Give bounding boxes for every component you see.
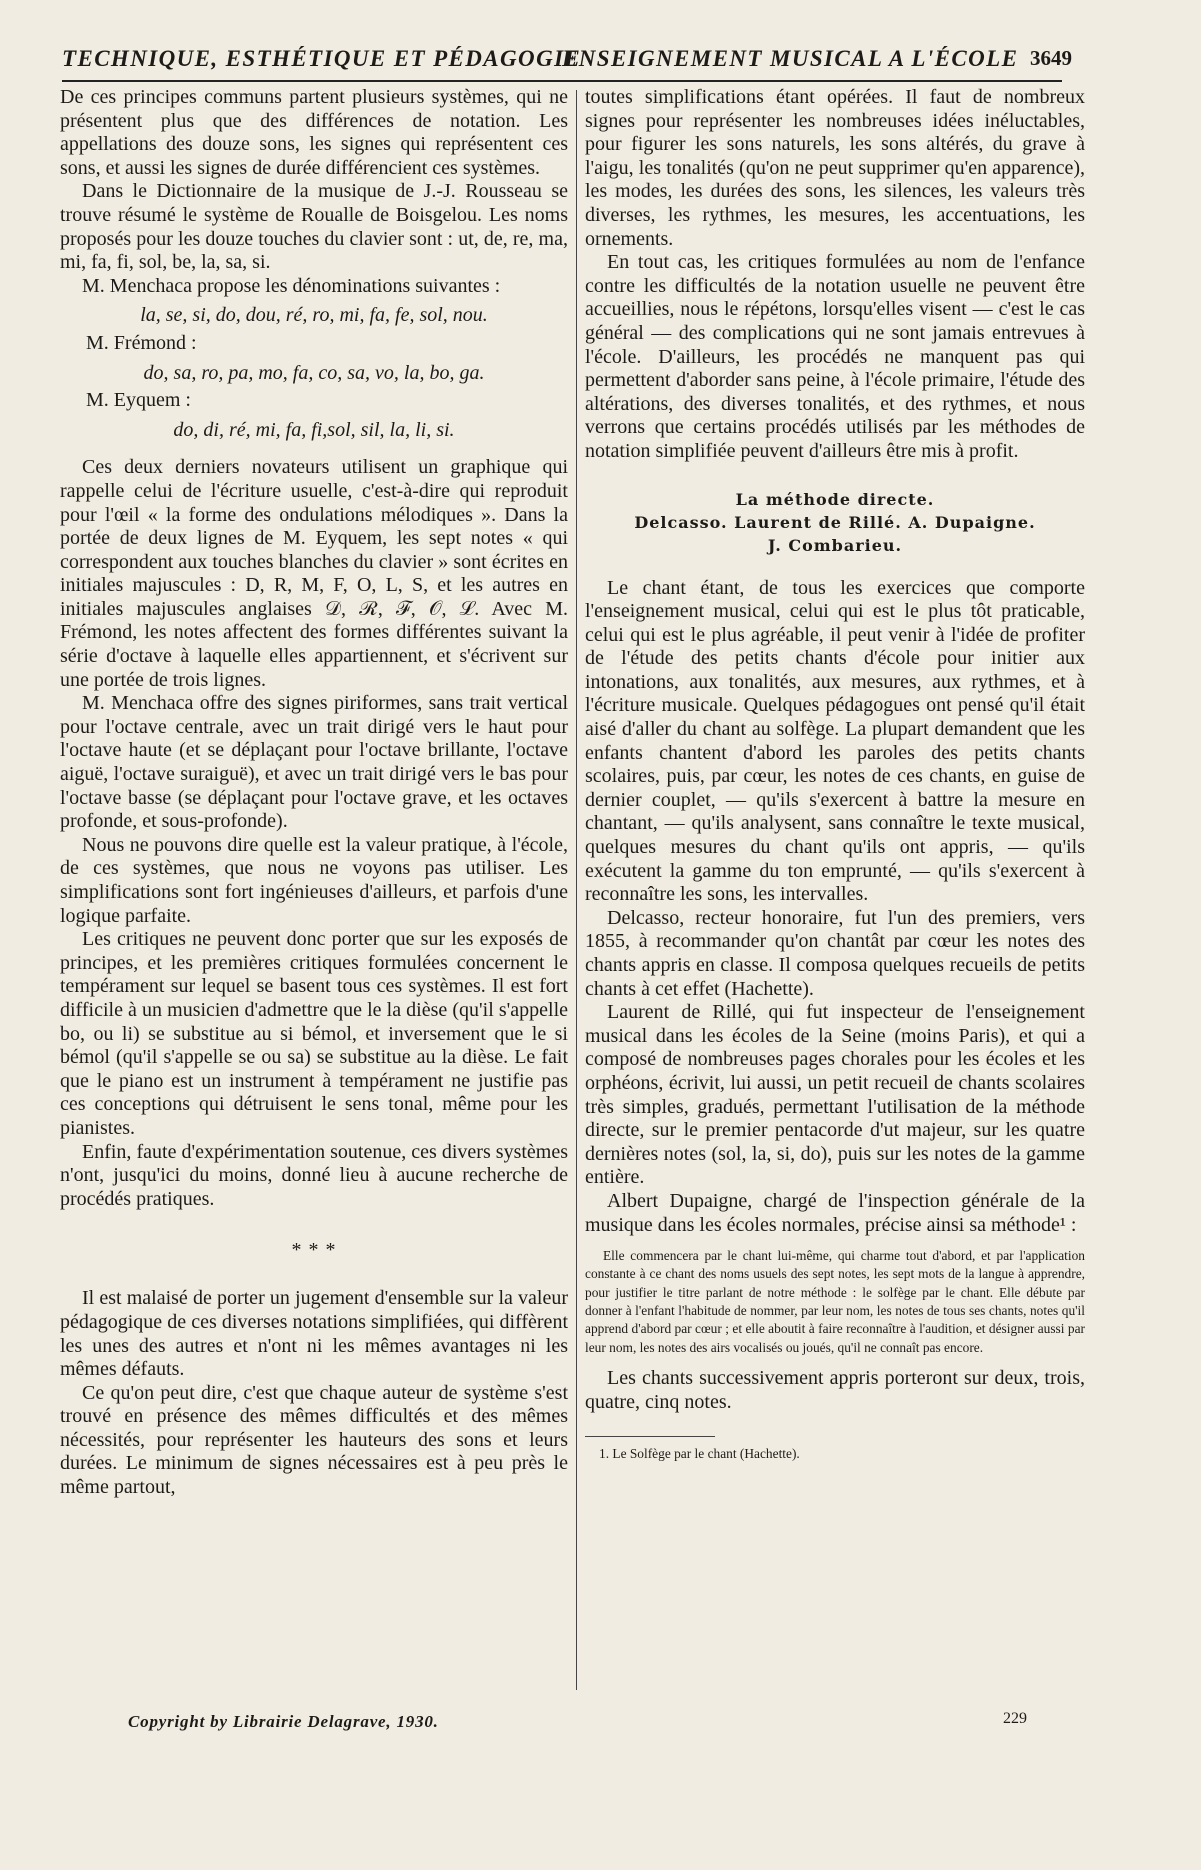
paragraph: Il est malaisé de porter un jugement d'ensemble sur la valeur pédagogique de ces diverses notations simplifiées, qui diffèrent les unes des autres et n'ont ni les mêmes avantages ni les mêmes défauts. xyxy=(60,1287,568,1381)
paragraph: M. Menchaca offre des signes piriformes, sans trait vertical pour l'octave centrale, avec un trait dirigé vers le haut pour l'octave haute (et se déplaçant pour l'octave brillante, l'octave aiguë, l'octave suraiguë), et avec un trait dirigé vers le bas pour l'octave basse (se déplaçant pour l'octave grave, et les octaves profonde, et sous-profonde). xyxy=(60,692,568,833)
block-quote: Elle commencera par le chant lui-même, qui charme tout d'abord, et par l'application constante à ce chant des noms usuels des sept notes, les sept mots de la langue à apprendre, pour justifier le titre parlant de notre méthode : le solfège par le chant. Elle débute par donner à l'enfant l'habitude de nommer, par leur nom, les notes de tous ses chants, notes qu'il apprend d'abord par cœur ; et elle aboutit à faire reconnaître à l'audition, et désigner aussi par leur nom, les notes des airs vocalisés ou joués, qu'il ne connaît pas encore. xyxy=(585,1248,1085,1355)
paragraph: Le chant étant, de tous les exercices que comporte l'enseignement musical, celui qui est le plus tôt praticable, celui qui est le plus agréable, il peut venir à l'idée de profiter de l'étude des petits chants d'école pour initier aux intonations, aux tonalités, aux mesures, aux rythmes, et à l'écriture musicale. Quelques pédagogues ont pensé qu'il était aisé d'aller du chant au solfège. La plupart demandent que les enfants chantent d'abord les paroles des petits chants scolaires, puis, par cœur, les notes de ces chants, en guise de dernier couplet, — qu'ils s'exercent à battre la mesure en chantant, — qu'ils analysent, sans connaître le texte musical, quelques mesures du chant qu'ils ont appris, — qu'ils exécutent la gamme du ton emprunté, — qu'ils s'exercent à reconnaître les sons, les intervalles. xyxy=(585,576,1085,906)
section-title-line: J. Combarieu. xyxy=(767,535,903,555)
paragraph: Ces deux derniers novateurs utilisent un graphique qui rappelle celui de l'écriture usuelle, c'est-à-dire qui reproduit pour l'œil « la forme des ondulations mélodiques ». Dans la portée de deux lignes de M. Eyquem, les sept notes « qui correspondent aux touches blanches du clavier » sont écrites en initiales majuscules : D, R, M, F, O, L, S, et les autres en initiales majuscules anglaises 𝒟, ℛ, ℱ, 𝒪, ℒ. Avec M. Frémond, les notes affectent des formes différentes suivant la série d'octave à laquelle elles appartiennent, et s'écrivent sur une portée de trois lignes. xyxy=(60,456,568,691)
paragraph: Albert Dupaigne, chargé de l'inspection générale de la musique dans les écoles normales, précise ainsi sa méthode¹ : xyxy=(585,1189,1085,1236)
paragraph: M. Menchaca propose les dénominations suivantes : xyxy=(82,274,501,297)
paragraph: Nous ne pouvons dire quelle est la valeur pratique, à l'école, de ces systèmes, que nous ne voyons pas utiliser. Les simplifications sont fort ingénieuses d'ailleurs, et parfois d'une logique parfaite. xyxy=(60,833,568,927)
paragraph: Enfin, faute d'expérimentation soutenue, ces divers systèmes n'ont, jusqu'ici du moins, donné lieu à aucune recherche de procédés pratiques. xyxy=(60,1140,568,1210)
section-title-line: Delcasso. Laurent de Rillé. A. Dupaigne. xyxy=(634,512,1036,532)
running-header xyxy=(62,40,1072,82)
paragraph: Laurent de Rillé, qui fut inspecteur de l'enseignement musical dans les écoles de la Seine (moins Paris), et qui a composé de nombreuses pages chorales pour les écoles et les orphéons, écrivit, lui aussi, un petit recueil de chants scolaires très simples, gradués, permettant l'utilisation de la méthode directe, sur le premier pentacorde d'ut majeur, sur les quatre dernières notes (sol, la, si, do), puis sur les notes de la gamme entière. xyxy=(585,1001,1085,1189)
column-divider xyxy=(576,90,577,1690)
paragraph: De ces principes communs partent plusieurs systèmes, qui ne présentent plus que des différences de notation. Les appellations des douze sons, les signes qui représentent ces sons, et aussi les signes de durée différencient ces systèmes. xyxy=(60,86,568,179)
right-column xyxy=(585,86,1085,1463)
section-separator: * * * xyxy=(291,1239,337,1262)
paragraph: En tout cas, les critiques formulées au nom de l'enfance contre les difficultés de la notation usuelle ne peuvent être accueillies, nous le répétons, lorsqu'elles visent — c'est le cas général — des complications qui ne sont jamais entrevues à l'école. D'ailleurs, les procédés ne manquent pas qui permettent d'aborder sans peine, à l'école primaire, l'étude des altérations, des diverses tonalités, et des rythmes, et nous verrons que certains procédés utilisés par les méthodes de notation simplifiée peuvent d'ailleurs être mis à profit. xyxy=(585,251,1085,462)
note-names-list: do, di, ré, mi, fa, fi,sol, sil, la, li, si. xyxy=(173,418,455,441)
paragraph: Les critiques ne peuvent donc porter que sur les exposés de principes, et les premières critiques formulées concernent le tempérament sur lequel se basent tous ces systèmes. Il est fort difficile à un musicien d'admettre que le la dièse (qu'il s'appelle bo, ou li) se substitue au si bémol, et inversement que le si bémol (qu'il s'appelle se ou sa) se substitue au la dièse. Le fait que le piano est un instrument à tempérament ne justifie pas ces conceptions qui détruisent le sens tonal, même pour les pianistes. xyxy=(60,928,568,1139)
paragraph: toutes simplifications étant opérées. Il faut de nombreux signes pour représenter les nombreuses idées inéluctables, pour figurer les sons naturels, les sons altérés, du grave à l'aigu, les tonalités (qu'on ne peut supprimer qu'en apparence), les modes, les durées des sons, les silences, les valeurs très diverses, les rythmes, les mesures, les accentuations, les ornements. xyxy=(585,86,1085,250)
paragraph: Dans le Dictionnaire de la musique de J.-J. Rousseau se trouve résumé le système de Roualle de Boisgelou. Les noms proposés pour les douze touches du clavier sont : ut, de, re, ma, mi, fa, fi, sol, be, la, sa, si. xyxy=(60,180,568,274)
author-label: M. Frémond : xyxy=(86,331,197,354)
section-title-line: La méthode directe. xyxy=(735,489,935,509)
header-right-title: ENSEIGNEMENT MUSICAL A L'ÉCOLE xyxy=(562,46,1019,71)
paragraph: Delcasso, recteur honoraire, fut l'un des premiers, vers 1855, à recommander qu'on chantât par cœur les notes des chants appris en classe. Il composa quelques recueils de petits chants à cet effet (Hachette). xyxy=(585,906,1085,1000)
paragraph: Ce qu'on peut dire, c'est que chaque auteur de système s'est trouvé en présence des mêmes difficultés et des mêmes nécessités, pour représenter les hauteurs des sons et leurs durées. Le minimum de signes nécessaires est à peu près le même partout, xyxy=(60,1381,568,1499)
section-title xyxy=(585,488,1085,557)
footnote-rule xyxy=(585,1436,715,1437)
header-left-title: TECHNIQUE, ESTHÉTIQUE ET PÉDAGOGIE xyxy=(62,46,582,71)
note-names-list: do, sa, ro, pa, mo, fa, co, sa, vo, la, bo, ga. xyxy=(143,361,485,384)
footnote: 1. Le Solfège par le chant (Hachette). xyxy=(599,1446,800,1462)
footer-page-number: 229 xyxy=(1003,1710,1027,1727)
copyright-line: Copyright by Librairie Delagrave, 1930. xyxy=(128,1712,439,1731)
author-label: M. Eyquem : xyxy=(86,389,191,412)
header-page-number: 3649 xyxy=(1030,46,1072,70)
paragraph: Les chants successivement appris porteront sur deux, trois, quatre, cinq notes. xyxy=(585,1366,1085,1413)
left-column xyxy=(60,86,568,1500)
note-names-list: la, se, si, do, dou, ré, ro, mi, fa, fe, sol, nou. xyxy=(140,304,488,327)
